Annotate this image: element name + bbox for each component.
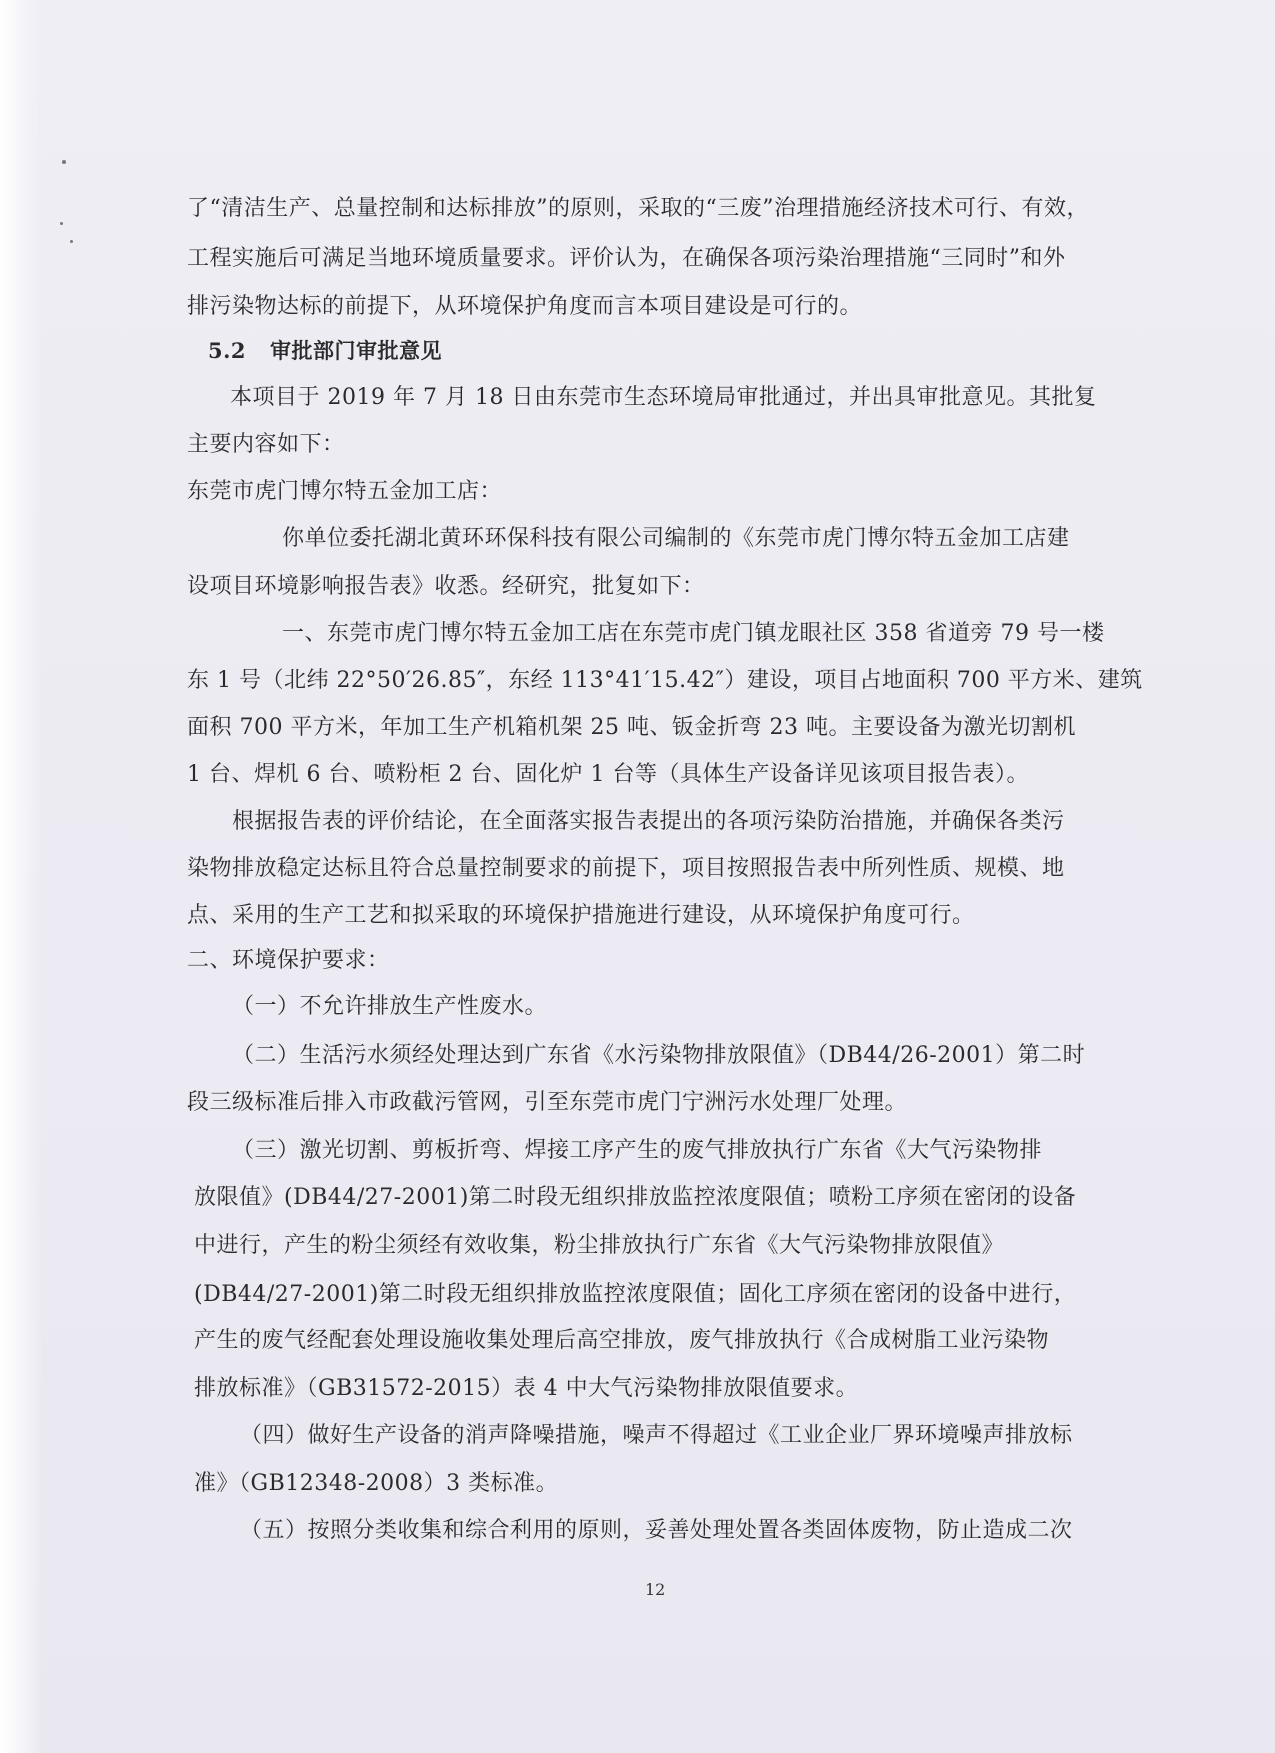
body-line-26: （四）做好生产设备的消声降噪措施，噪声不得超过《工业企业厂界环境噪声排放标: [240, 1423, 1073, 1448]
body-line-25: 排放标准》（GB31572-2015）表 4 中大气污染物排放限值要求。: [194, 1376, 859, 1401]
scan-speck: [70, 240, 73, 243]
body-line-12: 1 台、焊机 6 台、喷粉柜 2 台、固化炉 1 台等（具体生产设备详见该项目报告表）。: [187, 762, 1029, 787]
body-line-22: 中进行，产生的粉尘须经有效收集，粉尘排放执行广东省《大气污染物排放限值》: [194, 1233, 1005, 1258]
body-line-23: (DB44/27-2001)第二时段无组织排放监控浓度限值；固化工序须在密闭的设备中进行，: [194, 1282, 1077, 1307]
body-line-14: 染物排放稳定达标且符合总量控制要求的前提下，项目按照报告表中所列性质、规模、地: [187, 856, 1065, 881]
section-heading: [208, 336, 442, 366]
page-number: 12: [645, 1580, 666, 1599]
scan-speck: [62, 160, 66, 164]
scan-edge: [0, 0, 42, 1753]
body-line-7: 你单位委托湖北黄环环保科技有限公司编制的《东莞市虎门博尔特五金加工店建: [282, 526, 1070, 551]
body-line-1: 了“清洁生产、总量控制和达标排放”的原则，采取的“三废”治理措施经济技术可行、有效，: [187, 196, 1089, 221]
body-line-28: （五）按照分类收集和综合利用的原则，妥善处理处置各类固体废物，防止造成二次: [240, 1518, 1073, 1543]
section-number: 5.2: [208, 338, 247, 363]
body-line-20: （三）激光切割、剪板折弯、焊接工序产生的废气排放执行广东省《大气污染物排: [232, 1138, 1043, 1163]
scan-speck: [60, 222, 63, 225]
body-line-16: 二、环境保护要求：: [187, 948, 390, 973]
body-line-19: 段三级标准后排入市政截污管网，引至东莞市虎门宁洲污水处理厂处理。: [187, 1090, 908, 1115]
body-line-27: 准》（GB12348-2008）3 类标准。: [194, 1471, 559, 1496]
body-line-3: 排污染物达标的前提下，从环境保护角度而言本项目建设是可行的。: [187, 294, 863, 319]
body-line-10: 东 1 号（北纬 22°50′26.85″，东经 113°41′15.42″）建设，项目占地面积 700 平方米、建筑: [187, 668, 1143, 693]
body-line-13: 根据报告表的评价结论，在全面落实报告表提出的各项污染防治措施，并确保各类污: [232, 809, 1065, 834]
body-line-9: 一、东莞市虎门博尔特五金加工店在东莞市虎门镇龙眼社区 358 省道旁 79 号一楼: [282, 621, 1105, 646]
body-line-17: （一）不允许排放生产性废水。: [232, 994, 548, 1019]
body-line-15: 点、采用的生产工艺和拟采取的环境保护措施进行建设，从环境保护角度可行。: [187, 903, 975, 928]
section-title: 审批部门审批意见: [270, 338, 442, 363]
body-line-5: 主要内容如下：: [187, 432, 345, 457]
body-line-21: 放限值》(DB44/27-2001)第二时段无组织排放监控浓度限值；喷粉工序须在密闭的设备: [194, 1185, 1077, 1210]
body-line-18: （二）生活污水须经处理达到广东省《水污染物排放限值》（DB44/26-2001）第二时: [232, 1043, 1086, 1068]
body-line-8: 设项目环境影响报告表》收悉。经研究，批复如下：: [187, 574, 705, 599]
body-line-4: 本项目于 2019 年 7 月 18 日由东莞市生态环境局审批通过，并出具审批意见。其批复: [230, 385, 1097, 410]
body-line-2: 工程实施后可满足当地环境质量要求。评价认为，在确保各项污染治理措施“三同时”和外: [187, 246, 1066, 271]
body-line-24: 产生的废气经配套处理设施收集处理后高空排放，废气排放执行《合成树脂工业污染物: [194, 1328, 1050, 1353]
addressee-line: 东莞市虎门博尔特五金加工店：: [187, 479, 503, 504]
body-line-11: 面积 700 平方米，年加工生产机箱机架 25 吨、钣金折弯 23 吨。主要设备为激光切割机: [187, 715, 1076, 740]
